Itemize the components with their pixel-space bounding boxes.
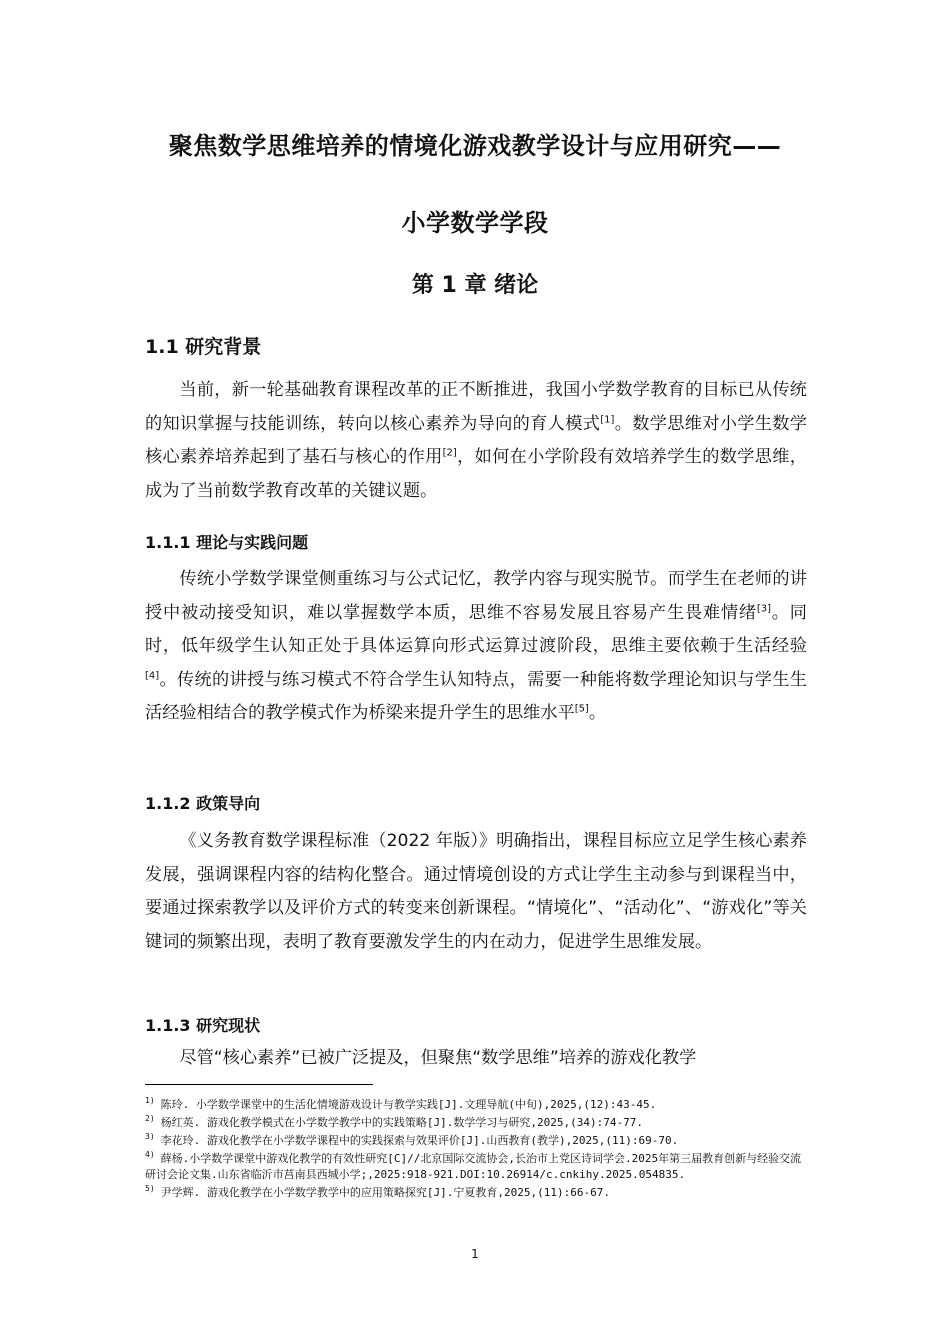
footnote-mark: 4) xyxy=(145,1150,155,1160)
paragraph-text: 当前，新一轮基础教育课程改革的正不断推进，我国小学数学教育的目标已从传统的知识掌握与技能训练，转向以核心素养为导向的育人模式 xyxy=(145,380,807,434)
section-1-1-1-paragraph xyxy=(145,563,807,731)
section-1-1-2-paragraph: 《义务教育数学课程标准（2022 年版）》明确指出，课程目标应立足学生核心素养发展，强调课程内容的结构化整合。通过情境创设的方式让学生主动参与到课程当中，要通过探索教学以及评价方式的转变来创新课程。“情境化”、“活动化”、“游戏化”等关键词的频繁出现，表明了教育要激发学生的内在动力，促进学生思维发展。 xyxy=(145,831,807,952)
footnote-item xyxy=(145,1185,807,1201)
section-1-1-3-paragraph: 尽管“核心素养”已被广泛提及，但聚焦“数学思维”培养的游戏化教学 xyxy=(179,1048,697,1068)
citation-marker: [4] xyxy=(145,670,160,682)
paragraph-text: ，如何在小学阶段有效培养学生的数学思维，成为了当前数学教育改革的关键议题。 xyxy=(145,447,807,501)
citation-marker: [3] xyxy=(756,602,771,614)
section-1-1-3-heading: 1.1.3 研究现状 xyxy=(145,1016,261,1035)
paragraph-text: 。数学思维对小学生数学核心素养培养起到了基石与核心的作用 xyxy=(145,413,807,468)
citation-marker: [2] xyxy=(442,447,457,459)
citation-marker: [5] xyxy=(574,703,589,715)
footnote-item xyxy=(145,1115,807,1131)
section-1-1-1-heading: 1.1.1 理论与实践问题 xyxy=(145,533,309,552)
section-1-1-paragraph xyxy=(145,374,807,508)
footnote-text: 李花玲. 游戏化教学在小学数学课程中的实践探索与效果评价[J].山西教育(教学),2025,(11):69-70. xyxy=(160,1134,679,1147)
paragraph-text: 传统小学数学课堂侧重练习与公式记忆，教学内容与现实脱节。而学生在老师的讲授中被动接受知识，难以掌握数学本质，思维不容易发展且容易产生畏难情绪 xyxy=(145,569,807,623)
paragraph-text: 。 xyxy=(588,703,607,724)
paragraph-text: 。传统的讲授与练习模式不符合学生认知特点，需要一种能将数学理论知识与学生生活经验相结合的教学模式作为桥梁来提升学生的思维水平 xyxy=(145,669,807,724)
citation-marker: [1] xyxy=(600,413,615,425)
paragraph-text: 。同时，低年级学生认知正处于具体运算向形式运算过渡阶段，思维主要依赖于生活经验 xyxy=(145,602,807,657)
footnote-text: 薛杨.小学数学课堂中游戏化教学的有效性研究[C]//北京国际交流协会,长治市上党区诗词学会.2025年第三届教育创新与经验交流研讨会论文集.山东省临沂市莒南县西城小学;,2025:918-921.DOI:10.26914/c.cnkihy.2025.054835. xyxy=(145,1152,802,1181)
footnote-text: 杨红英. 游戏化教学模式在小学数学教学中的实践策略[J].数学学习与研究,2025,(34):74-77. xyxy=(160,1116,643,1129)
footnote-text: 尹学辉. 游戏化教学在小学数学教学中的应用策略探究[J].宁夏教育,2025,(11):66-67. xyxy=(160,1186,610,1199)
footnote-mark: 3) xyxy=(145,1132,155,1142)
footnote-text: 陈玲. 小学数学课堂中的生活化情境游戏设计与教学实践[J].文理导航(中旬),2025,(12):43-45. xyxy=(160,1098,657,1111)
footnote-item xyxy=(145,1097,807,1113)
document-title-line-2: 小学数学学段 xyxy=(401,209,549,237)
footnotes xyxy=(145,1097,807,1203)
footnote-item xyxy=(145,1151,807,1183)
page-number: 1 xyxy=(471,1247,479,1261)
section-1-1-2-heading: 1.1.2 政策导向 xyxy=(145,794,261,813)
footnote-mark: 2) xyxy=(145,1114,155,1124)
section-1-1-heading: 1.1 研究背景 xyxy=(145,336,262,358)
footnote-separator xyxy=(145,1084,373,1085)
document-title-line-1: 聚焦数学思维培养的情境化游戏教学设计与应用研究—— xyxy=(168,132,782,160)
footnote-mark: 5) xyxy=(145,1184,155,1194)
footnote-item xyxy=(145,1133,807,1149)
chapter-heading: 第 1 章 绪论 xyxy=(411,273,539,298)
footnote-mark: 1) xyxy=(145,1096,155,1106)
